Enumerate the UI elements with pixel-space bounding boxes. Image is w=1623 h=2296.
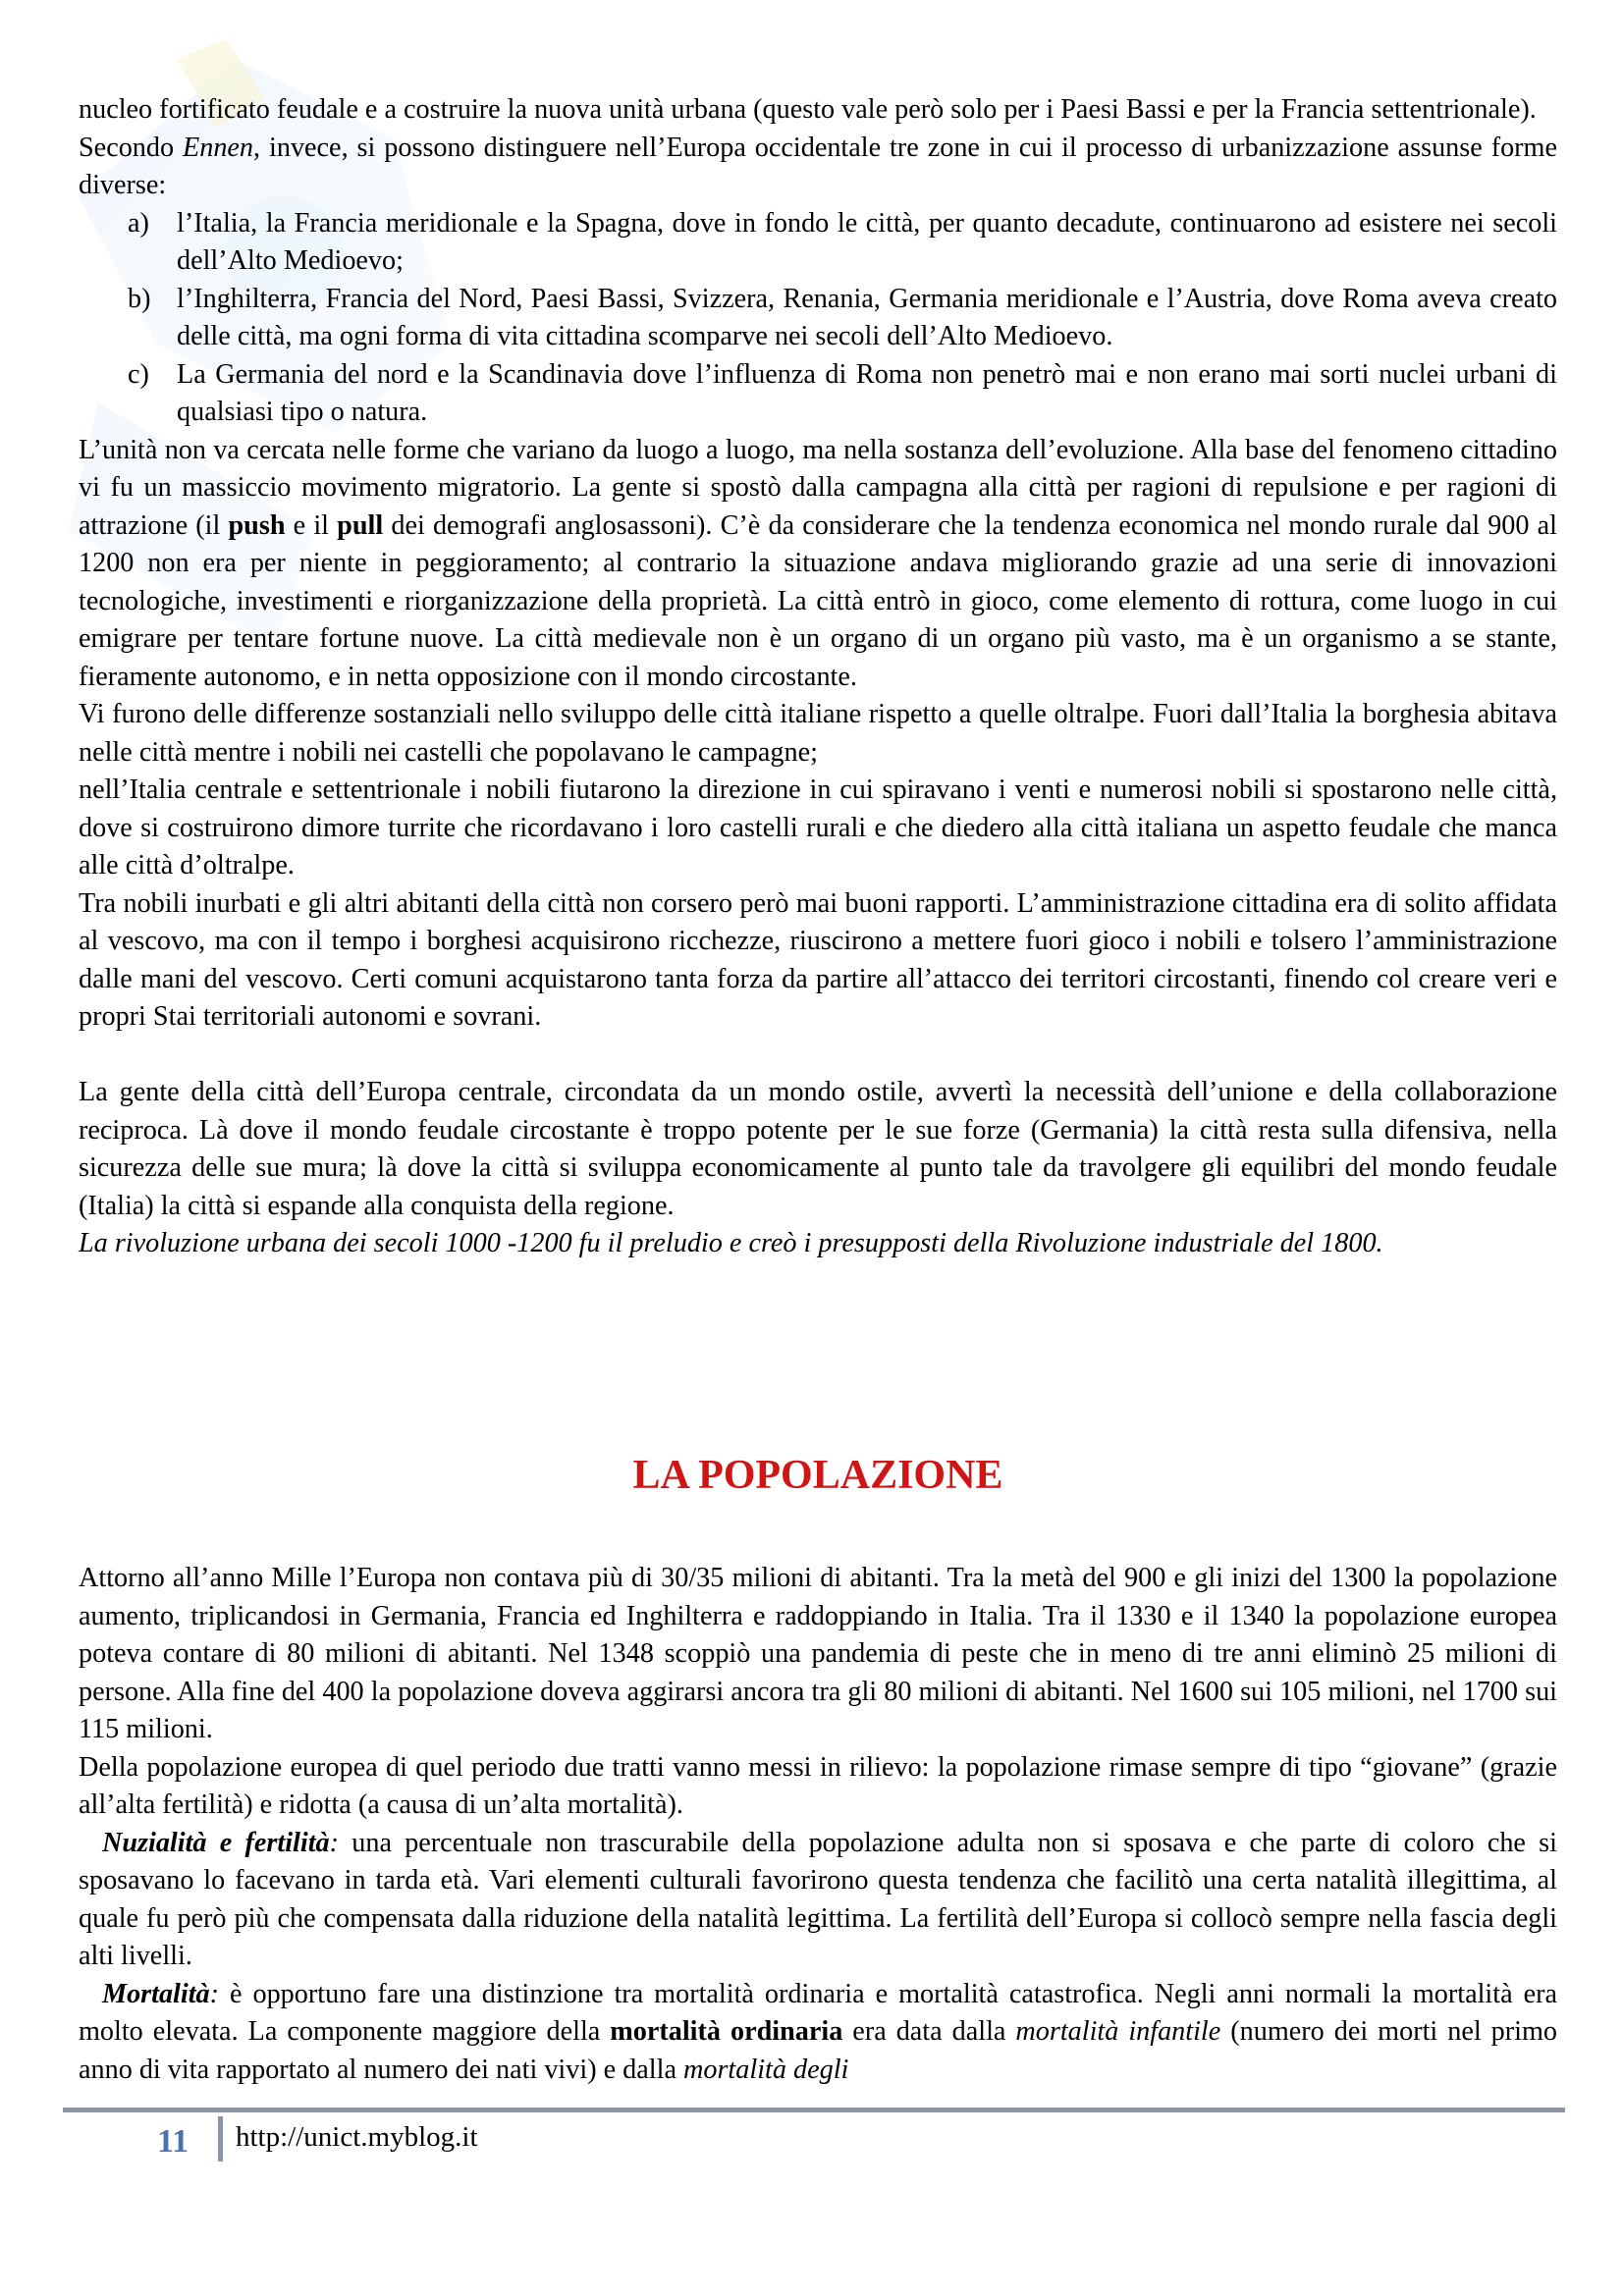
list-item-text: l’Italia, la Francia meridionale e la Spagna, dove in fondo le città, per quanto decadute, continuarono ad esistere nei secoli dell’Alto Medioevo; bbox=[177, 207, 1557, 276]
paragraph bbox=[79, 1976, 1557, 2090]
text-run: (numero dei morti nel primo anno di vita rapportato al numero dei nati vivi) e dalla bbox=[79, 2016, 1557, 2085]
text-run: : bbox=[209, 1978, 220, 2009]
list-marker: b) bbox=[128, 283, 151, 314]
text-run: L’unità non va cercata nelle forme che variano da luogo a luogo, ma nella sostanza dell’evoluzione. Alla base del fenomeno cittadino vi fu un massiccio movimento migratorio. La gente si spostò dalla campagna alla città per ragioni di repulsione e per ragioni di attrazione (il bbox=[79, 434, 1557, 541]
text-run: dei demografi anglosassoni). C’è da considerare che la tendenza economica nel mondo rurale dal 900 al 1200 non era per niente in peggioramento; al contrario la situazione andava migliorando grazie ad una serie di innovazioni tecnologiche, investimenti e riorganizzazione della proprietà. La città entrò in gioco, come elemento di rottura, come luogo in cui emigrare per tentare fortune nuove. La città medievale non è un organo di un organo più vasto, ma è un organismo a se stante, fieramente autonomo, e in netta opposizione con il mondo circostante. bbox=[79, 509, 1557, 692]
paragraph bbox=[79, 1749, 1557, 1825]
text-run: La gente della città dell’Europa centrale, circondata da un mondo ostile, avvertì la necessità dell’unione e della collaborazione reciproca. Là dove il mondo feudale circostante è troppo potente per le sue forze (Germania) la città resta sulla difensiva, nella sicurezza delle sue mura; là dove la città si sviluppa economicamente al punto tale da travolgere gli equilibri del mondo feudale (Italia) la città si espande alla conquista della regione. bbox=[79, 1077, 1557, 1221]
page-content bbox=[79, 91, 1557, 2085]
text-run: Della popolazione europea di quel periodo due tratti vanno messi in rilievo: la popolazione rimase sempre di tipo “giovane” (grazie all’alta fertilità) e ridotta (a causa di un’alta mortalità). bbox=[79, 1751, 1557, 1820]
population-section bbox=[79, 1560, 1557, 2089]
paragraph bbox=[79, 1560, 1557, 1749]
list-marker: c) bbox=[128, 358, 149, 390]
text-run: Ennen bbox=[183, 132, 254, 163]
paragraph bbox=[79, 1225, 1557, 1263]
paragraph bbox=[79, 1825, 1557, 1976]
text-run: e il bbox=[285, 509, 338, 541]
text-run: mortalità ordinaria bbox=[610, 2016, 843, 2047]
text-run: mortalità infantile bbox=[1015, 2016, 1221, 2047]
list-item-text: La Germania del nord e la Scandinavia dove l’influenza di Roma non penetrò mai e non erano mai sorti nuclei urbani di qualsiasi tipo o natura. bbox=[177, 358, 1557, 427]
text-run: Tra nobili inurbati e gli altri abitanti della città non corsero però mai buoni rapporti. L’amministrazione cittadina era di solito affidata al vescovo, ma con il tempo i borghesi acquisirono ricchezze, riuscirono a mettere fuori gioco i nobili e tolsero l’amministrazione dalle mani del vescovo. Certi comuni acquistarono tanta forza da partire all’attacco dei territori circostanti, finendo col creare veri e propri Stai territoriali autonomi e sovrani. bbox=[79, 887, 1557, 1032]
paragraph bbox=[79, 432, 1557, 697]
list-item bbox=[79, 281, 1557, 356]
text-run: Mortalità bbox=[102, 1978, 210, 2009]
page-footer bbox=[63, 2108, 1565, 2166]
text-run: Attorno all’anno Mille l’Europa non contava più di 30/35 milioni di abitanti. Tra la metà del 900 e gli inizi del 1300 la popolazione aumento, triplicandosi in Germania, Francia ed Inghilterra e raddoppiando in Italia. Tra il 1330 e il 1340 la popolazione europea poteva contare di 80 milioni di abitanti. Nel 1348 scoppiò una pandemia di peste che in meno di tre anni eliminò 25 milioni di persone. Alla fine del 400 la popolazione doveva aggirarsi ancora tra gli 80 milioni di abitanti. Nel 1600 sui 105 milioni, nel 1700 sui 115 milioni. bbox=[79, 1563, 1557, 1744]
text-run: push bbox=[228, 509, 286, 541]
text-run: è opportuno fare una distinzione tra mortalità ordinaria e mortalità catastrofica. Negli anni normali la mortalità era molto elevata. La componente maggiore della bbox=[79, 1978, 1557, 2047]
text-run: nell’Italia centrale e settentrionale i nobili fiutarono la direzione in cui spiravano i venti e numerosi nobili si spostarono nelle città, dove si costruirono dimore turrite che ricordavano i loro castelli rurali e che diedero alla città italiana un aspetto feudale che manca alle città d’oltralpe. bbox=[79, 774, 1557, 881]
text-run: Nuzialità e fertilità bbox=[102, 1827, 330, 1858]
list-item bbox=[79, 356, 1557, 432]
paragraph bbox=[79, 885, 1557, 1037]
section-title: LA POPOLAZIONE bbox=[632, 1453, 1003, 1498]
list-item-text: l’Inghilterra, Francia del Nord, Paesi Bassi, Svizzera, Renania, Germania meridionale e l’Austria, dove Roma aveva creato delle città, ma ogni forma di vita cittadina scomparve nei secoli dell’Alto Medioevo. bbox=[177, 283, 1557, 351]
text-run: una percentuale non trascurabile della popolazione adulta non si sposava e che parte di coloro che si sposavano lo facevano in tarda età. Vari elementi culturali favorirono questa tendenza che facilitò una certa natalità illegittima, al quale fu però più che compensata dalla riduzione della natalità legittima. La fertilità dell’Europa si collocò sempre nella fascia degli alti livelli. bbox=[79, 1827, 1557, 1971]
footer-link[interactable]: http://unict.myblog.it bbox=[236, 2121, 478, 2153]
footer-divider bbox=[218, 2116, 223, 2162]
text-run: nucleo fortificato feudale e a costruire la nuova unità urbana (questo vale però solo per i Paesi Bassi e per la Francia settentrionale). bbox=[79, 94, 1537, 125]
text-run: mortalità degli bbox=[683, 2054, 849, 2085]
spacer bbox=[79, 1037, 1557, 1075]
page-number: 11 bbox=[157, 2123, 189, 2160]
paragraph bbox=[79, 696, 1557, 772]
footer-rule bbox=[63, 2108, 1565, 2112]
text-run: : bbox=[329, 1827, 340, 1858]
text-run: Secondo bbox=[79, 132, 184, 163]
list-marker: a) bbox=[128, 207, 149, 239]
text-run: era data dalla bbox=[842, 2016, 1016, 2047]
zones-list bbox=[79, 205, 1557, 432]
text-run: La rivoluzione urbana dei secoli 1000 -1200 fu il preludio e creò i presupposti della Rivoluzione industriale del 1800. bbox=[79, 1228, 1383, 1258]
text-run: Vi furono delle differenze sostanziali nello sviluppo delle città italiane rispetto a quelle oltralpe. Fuori dall’Italia la borghesia abitava nelle città mentre i nobili nei castelli che popolavano le campagne; bbox=[79, 699, 1557, 768]
paragraph bbox=[79, 772, 1557, 885]
paragraph bbox=[79, 130, 1557, 205]
paragraph bbox=[79, 1074, 1557, 1225]
text-run: , invece, si possono distinguere nell’Europa occidentale tre zone in cui il processo di urbanizzazione assunse forme diverse: bbox=[79, 132, 1557, 200]
paragraph bbox=[79, 91, 1557, 130]
list-item bbox=[79, 205, 1557, 281]
text-run: pull bbox=[337, 509, 384, 541]
